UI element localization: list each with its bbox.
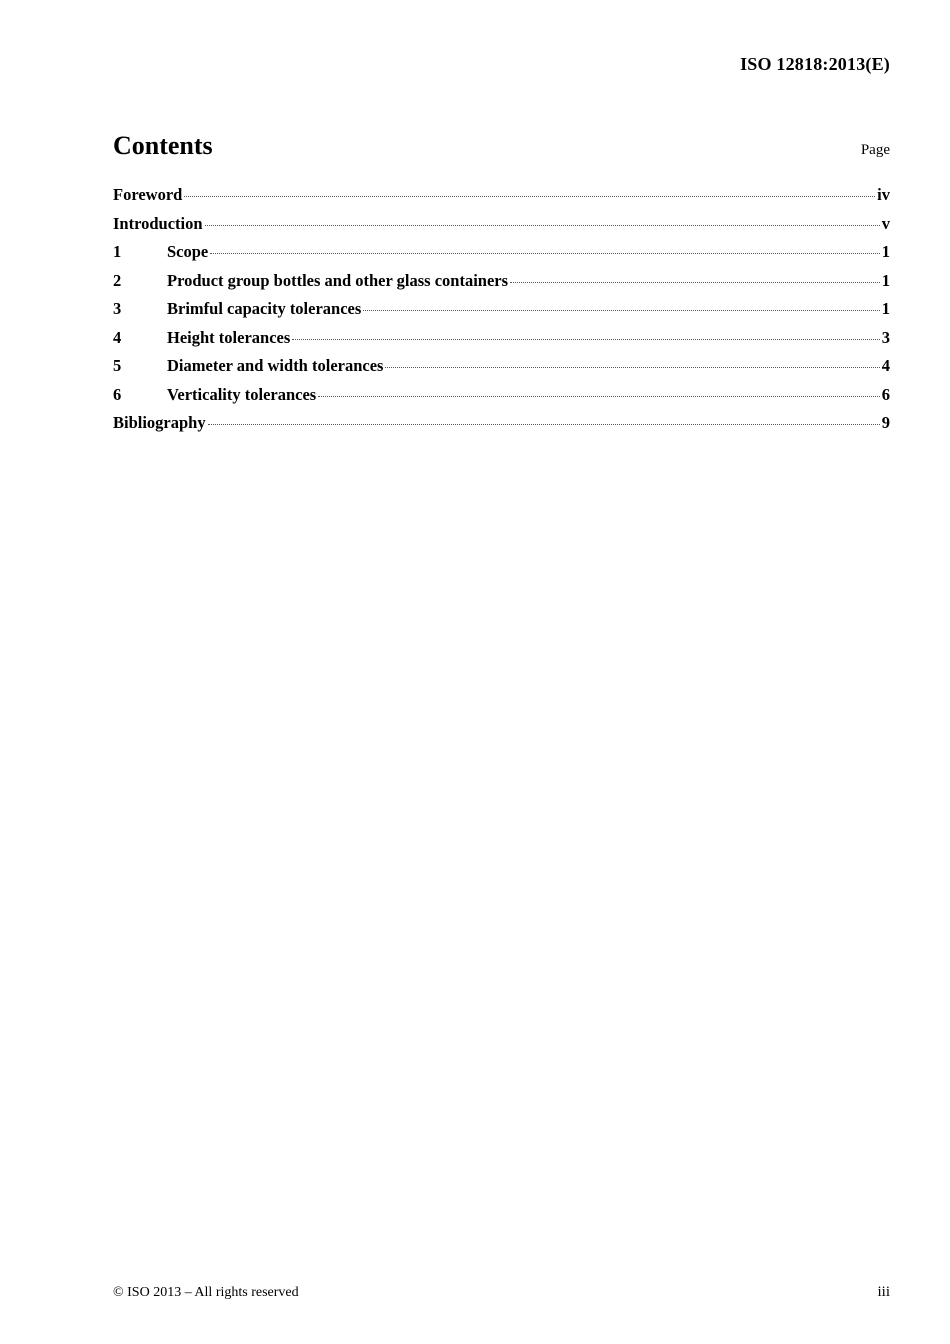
toc-entry-height-tolerances[interactable] — [113, 328, 890, 357]
table-of-contents — [113, 185, 890, 442]
dot-leader — [510, 282, 880, 283]
toc-entry-number: 1 — [113, 242, 122, 261]
toc-entry-page: 1 — [881, 270, 890, 290]
toc-entry-number: 3 — [113, 299, 122, 318]
dot-leader — [208, 424, 880, 425]
toc-entry-bibliography[interactable] — [113, 413, 890, 442]
toc-entry-title: Product group bottles and other glass containers — [167, 270, 509, 290]
dot-leader — [318, 396, 880, 397]
page-number: iii — [877, 1284, 890, 1300]
dot-leader — [205, 225, 880, 226]
copyright-notice: © ISO 2013 – All rights reserved — [113, 1285, 299, 1300]
toc-entry-scope[interactable] — [113, 242, 890, 271]
toc-entry-number: 6 — [113, 384, 122, 404]
contents-header — [113, 130, 890, 162]
toc-entry-title: Introduction — [113, 213, 203, 233]
toc-entry-page: iv — [877, 185, 890, 204]
toc-entry-product-group[interactable] — [113, 271, 890, 300]
dot-leader — [292, 339, 879, 340]
toc-entry-number: 4 — [113, 327, 122, 347]
toc-entry-page: 1 — [881, 242, 890, 261]
toc-entry-page: v — [881, 213, 890, 233]
toc-entry-page: 6 — [881, 384, 890, 404]
dot-leader — [184, 196, 875, 197]
toc-entry-introduction[interactable] — [113, 214, 890, 243]
document-identifier: ISO 12818:2013(E) — [740, 54, 890, 74]
toc-entry-foreword[interactable] — [113, 185, 890, 214]
toc-entry-title: Diameter and width tolerances — [167, 356, 384, 375]
toc-entry-title: Foreword — [113, 185, 183, 204]
toc-entry-page: 4 — [881, 356, 890, 375]
page-column-label: Page — [860, 142, 890, 158]
dot-leader — [363, 310, 879, 311]
toc-entry-page: 3 — [881, 327, 890, 347]
toc-entry-title: Scope — [167, 242, 209, 261]
toc-entry-page: 9 — [881, 413, 890, 432]
toc-entry-title: Bibliography — [113, 413, 206, 432]
toc-entry-number: 2 — [113, 270, 122, 290]
toc-entry-title: Height tolerances — [167, 327, 291, 347]
contents-title: Contents — [113, 131, 213, 160]
toc-entry-diameter-width[interactable] — [113, 356, 890, 385]
dot-leader — [385, 367, 879, 368]
toc-entry-page: 1 — [881, 299, 890, 318]
dot-leader — [210, 253, 880, 254]
page-footer — [113, 1284, 890, 1301]
toc-entry-brimful-capacity[interactable] — [113, 299, 890, 328]
toc-entry-title: Verticality tolerances — [167, 384, 317, 404]
toc-entry-title: Brimful capacity tolerances — [167, 299, 362, 318]
toc-entry-verticality[interactable] — [113, 385, 890, 414]
toc-entry-number: 5 — [113, 356, 122, 375]
